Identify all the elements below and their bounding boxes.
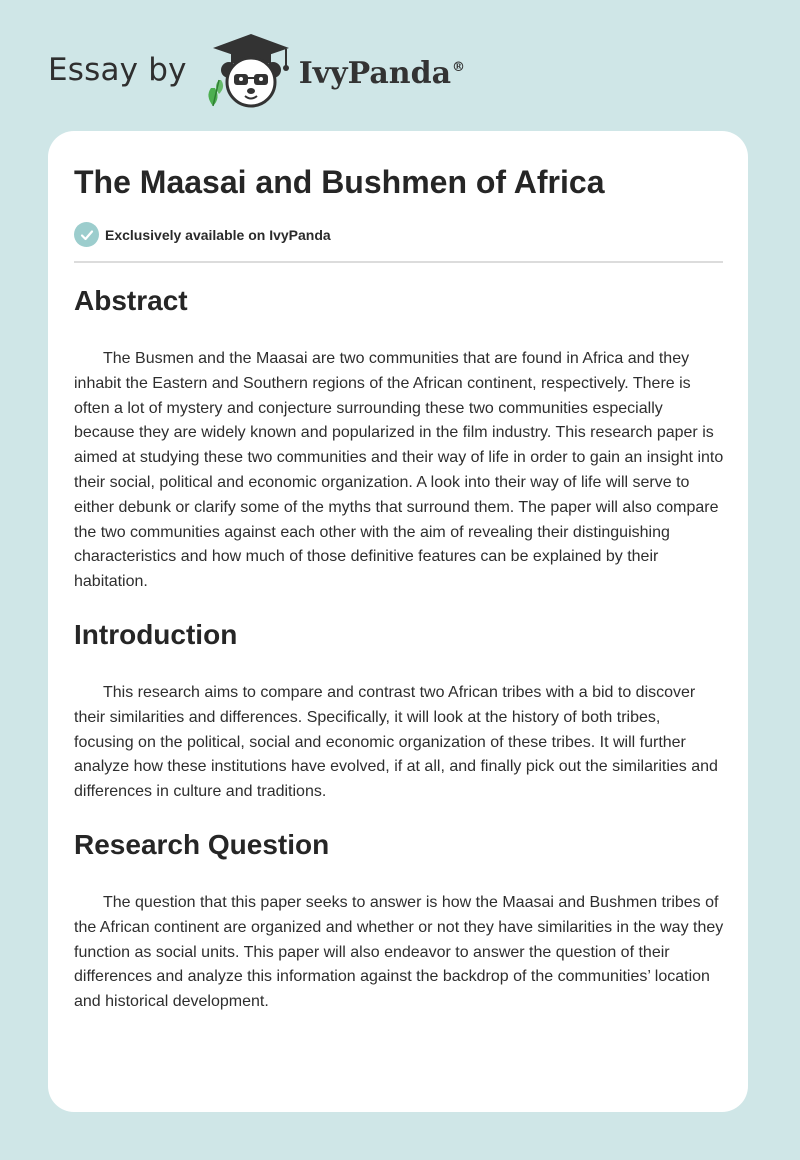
brand-name[interactable]: IvyPanda® xyxy=(298,55,466,91)
essay-by-label: Essay by xyxy=(48,52,187,88)
page-title: The Maasai and Bushmen of Africa xyxy=(74,164,605,200)
availability-text: Exclusively available on IvyPanda xyxy=(105,226,331,243)
essay-card xyxy=(48,131,748,1112)
site-header xyxy=(48,30,465,110)
section-paragraph-research-question: The question that this paper seeks to answer is how the Maasai and Bushmen tribes of the African continent are organized and whether or not they have similarities in the way they function as social units. This paper will also endeavor to answer the question of their differences and analyze this information against the backdrop of the communities’ location and historical development. xyxy=(74,893,724,1011)
check-circle-icon xyxy=(74,222,99,247)
section-heading-introduction: Introduction xyxy=(74,618,238,650)
section-paragraph-introduction: This research aims to compare and contrast two African tribes with a bid to discover their similarities and differences. Specifically, it will look at the history of both tribes, focusing on the political, social and economic organization of these tribes. It will further analyze how these institutions have evolved, if at all, and finally pick out the similarities and differences in culture and traditions. xyxy=(74,683,718,801)
essay-content xyxy=(74,285,724,1015)
panda-logo-icon[interactable] xyxy=(201,30,293,110)
section-heading-research-question: Research Question xyxy=(74,828,330,860)
trademark-symbol: ® xyxy=(452,59,466,75)
section-paragraph-abstract: The Busmen and the Maasai are two communities that are found in Africa and they inhabit the Eastern and Southern regions of the African continent, respectively. There is often a lot of mystery and conjecture surrounding these two communities especially because they are widely known and popularized in the film industry. This research paper is aimed at studying these two communities and their way of life in order to gain an insight into their social, political and economic organization. A look into their way of life will serve to either debunk or clarify some of the myths that surround them. The paper will also compare the two communities against each other with the aim of revealing their distinguishing characteristics and how much of those definitive features can be explained by their habitation. xyxy=(74,350,724,591)
section-heading-abstract: Abstract xyxy=(74,285,188,316)
availability-badge xyxy=(74,222,331,247)
title-divider xyxy=(74,261,723,263)
